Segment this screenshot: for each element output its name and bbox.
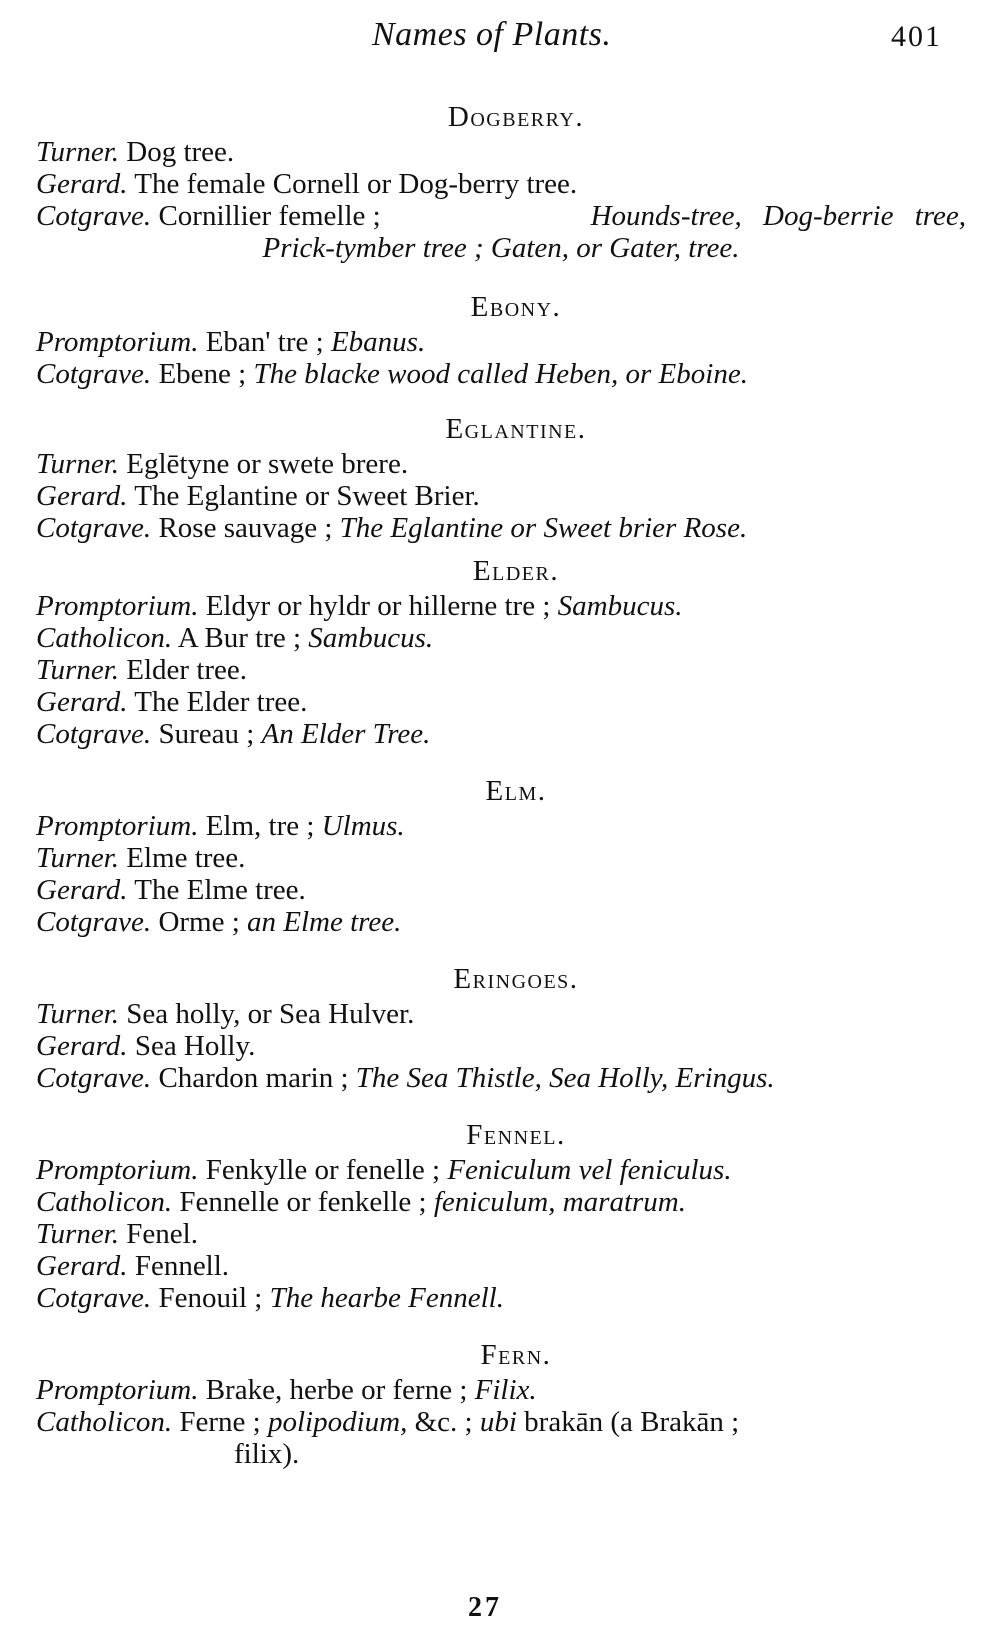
authority-name: Catholicon.: [36, 622, 173, 654]
entry-line: [36, 1374, 966, 1406]
authority-name: Gerard.: [36, 1250, 128, 1282]
entry-ebony: [36, 290, 966, 390]
entry-line: [36, 718, 966, 750]
entry-text: Cornillier femelle ;: [151, 200, 381, 232]
authority-name: Turner.: [36, 1218, 120, 1250]
page-number: 401: [891, 20, 942, 53]
entry-text: Elder tree.: [119, 654, 248, 686]
entry-heading: Eglantine.: [445, 413, 587, 445]
entry-gloss: Feniculum vel feniculus.: [447, 1154, 732, 1186]
entry-text: Chardon marin ;: [151, 1062, 356, 1094]
authority-name: Promptorium.: [36, 810, 199, 842]
entry-line: [36, 998, 966, 1030]
entry-line: [36, 590, 966, 622]
entry-text: Eban' tre ;: [198, 326, 331, 358]
authority-name: Gerard.: [36, 686, 128, 718]
authority-name: Cotgrave.: [36, 512, 152, 544]
entry-gloss: The Sea Thistle, Sea Holly, Eringus.: [355, 1062, 775, 1094]
entry-text: The Eglantine or Sweet Brier.: [127, 480, 480, 512]
authority-name: Promptorium.: [36, 1154, 199, 1186]
entry-text: brakān (a Brakān ;: [516, 1406, 740, 1438]
entry-text: Fenouil ;: [151, 1282, 270, 1314]
entry-elder: [36, 554, 966, 750]
entry-text: Fennelle or fenkelle ;: [172, 1186, 434, 1218]
entry-continuation: Prick-tymber tree ; Gaten, or Gater, tree.: [262, 232, 740, 264]
entry-line: [36, 686, 966, 718]
authority-name: Cotgrave.: [36, 358, 152, 390]
entry-line: [36, 1282, 966, 1314]
entry-fennel: [36, 1118, 966, 1314]
entry-line: [36, 136, 966, 168]
entry-text: Rose sauvage ;: [151, 512, 340, 544]
entry-line: [36, 326, 966, 358]
entry-gloss: Sambucus.: [308, 622, 434, 654]
authority-name: Turner.: [36, 842, 120, 874]
entry-text: Fenkylle or fenelle ;: [198, 1154, 448, 1186]
entry-gloss: The Eglantine or Sweet brier Rose.: [339, 512, 748, 544]
entry-text: Ebene ;: [151, 358, 254, 390]
authority-name: Catholicon.: [36, 1186, 173, 1218]
entry-heading: Eringoes.: [453, 963, 579, 995]
entry-gloss: Filix.: [474, 1374, 537, 1406]
entry-text: Orme ;: [151, 906, 248, 938]
authority-name: Gerard.: [36, 168, 128, 200]
authority-name: Cotgrave.: [36, 1282, 152, 1314]
entry-line: [36, 1186, 966, 1218]
entry-gloss: feniculum, maratrum.: [433, 1186, 686, 1218]
authority-name: Gerard.: [36, 480, 128, 512]
entry-text: Fenel.: [119, 1218, 198, 1250]
entry-line: [36, 1250, 966, 1282]
entry-text: Ferne ;: [172, 1406, 268, 1438]
entry-line: [36, 622, 966, 654]
entry-text: Brake, herbe or ferne ;: [198, 1374, 475, 1406]
authority-name: Cotgrave.: [36, 718, 152, 750]
entry-heading: Fern.: [480, 1339, 552, 1371]
entry-line: [36, 480, 966, 512]
entry-gloss: polipodium,: [267, 1406, 408, 1438]
entry-text: The Elme tree.: [127, 874, 306, 906]
entry-text: Eldyr or hyldr or hillerne tre ;: [198, 590, 558, 622]
entry-eringoes: [36, 962, 966, 1094]
entries-list: [36, 100, 966, 1470]
entry-line: [36, 1062, 966, 1094]
entry-text: The Elder tree.: [127, 686, 308, 718]
entry-line: [36, 448, 966, 480]
entry-text: A Bur tre ;: [172, 622, 309, 654]
entry-text: Dog tree.: [119, 136, 235, 168]
authority-name: Turner.: [36, 136, 120, 168]
authority-name: Turner.: [36, 654, 120, 686]
entry-line: [36, 874, 966, 906]
entry-line: [36, 810, 966, 842]
entry-line: [36, 1406, 966, 1438]
authority-name: Promptorium.: [36, 326, 199, 358]
entry-gloss: Ulmus.: [321, 810, 405, 842]
authority-name: Gerard.: [36, 874, 128, 906]
entry-line: [36, 168, 966, 200]
entry-dogberry: [36, 100, 966, 264]
running-head: [0, 16, 1000, 60]
entry-text: Elme tree.: [119, 842, 246, 874]
entry-line: [36, 1154, 966, 1186]
authority-name: Gerard.: [36, 1030, 128, 1062]
entry-text: Sureau ;: [151, 718, 262, 750]
entry-gloss: An Elder Tree.: [261, 718, 431, 750]
entry-line: [36, 654, 966, 686]
entry-text: The female Cornell or Dog-berry tree.: [127, 168, 578, 200]
entry-gloss: Ebanus.: [330, 326, 426, 358]
entry-eglantine: [36, 412, 966, 544]
authority-name: Promptorium.: [36, 1374, 199, 1406]
entry-text: Sea Holly.: [127, 1030, 256, 1062]
authority-name: Turner.: [36, 448, 120, 480]
authority-name: Promptorium.: [36, 590, 199, 622]
entry-gloss: The hearbe Fennell.: [269, 1282, 504, 1314]
entry-heading: Dogberry.: [447, 101, 585, 133]
authority-name: Cotgrave.: [36, 1062, 152, 1094]
entry-continuation: filix).: [234, 1438, 300, 1470]
entry-heading: Elder.: [472, 555, 560, 587]
signature-mark: 27: [468, 1592, 502, 1623]
authority-name: Cotgrave.: [36, 200, 152, 232]
authority-name: Turner.: [36, 998, 120, 1030]
entry-heading: Ebony.: [470, 291, 562, 323]
entry-line: [36, 1030, 966, 1062]
authority-name: Cotgrave.: [36, 906, 152, 938]
entry-line: [36, 1218, 966, 1250]
entry-text: Eglētyne or swete brere.: [119, 448, 409, 480]
entry-fern: [36, 1338, 966, 1470]
entry-gloss: Sambucus.: [557, 590, 683, 622]
entry-line: [36, 842, 966, 874]
entry-line: [36, 512, 966, 544]
running-title: Names of Plants.: [372, 16, 612, 53]
entry-heading: Fennel.: [466, 1119, 566, 1151]
authority-name: Catholicon.: [36, 1406, 173, 1438]
entry-line: [36, 358, 966, 390]
entry-gloss: The blacke wood called Heben, or Eboine.: [253, 358, 748, 390]
entry-line: [36, 906, 966, 938]
entry-gloss: Hounds-tree, Dog-berrie tree,: [590, 200, 966, 232]
entry-text: Fennell.: [127, 1250, 230, 1282]
entry-elm: [36, 774, 966, 938]
entry-text: &c. ;: [407, 1406, 480, 1438]
entry-heading: Elm.: [485, 775, 547, 807]
entry-gloss: an Elme tree.: [247, 906, 402, 938]
entry-text: Elm, tre ;: [198, 810, 322, 842]
entry-line: [36, 200, 966, 232]
entry-text: Sea holly, or Sea Hulver.: [119, 998, 415, 1030]
entry-gloss: ubi: [479, 1406, 517, 1438]
